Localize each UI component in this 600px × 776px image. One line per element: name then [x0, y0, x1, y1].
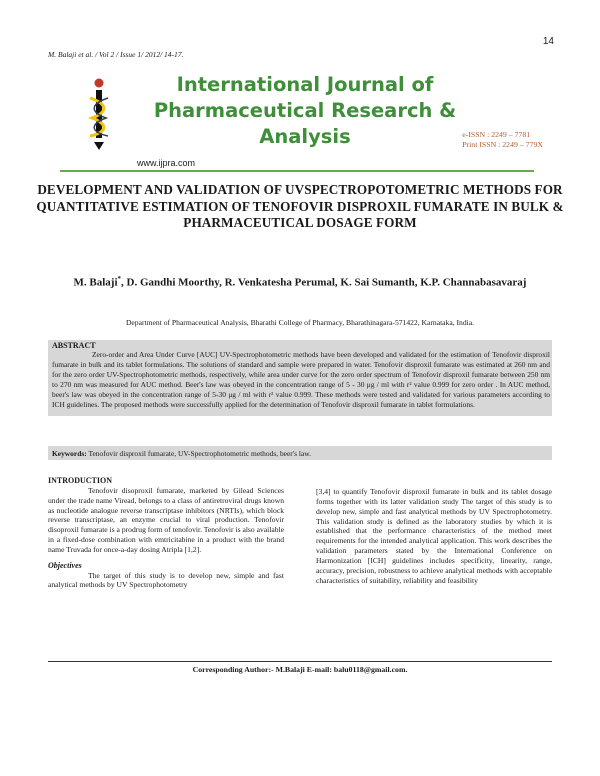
introduction-heading: INTRODUCTION: [48, 476, 113, 485]
corresponding-mark: *: [117, 275, 122, 283]
objectives-paragraph: The target of this study is to develop new, simple and fast analytical methods by UV Spectrophotometry: [48, 570, 284, 590]
right-column-paragraph: [3,4] to quantify Tenofovir disproxil fumarate in bulk and its tablet dosage forms together with its latter validation study The target of this study is to develop new, simple and fast analytical methods by UV Spectrophotometry. This validation study is defined as the laboratory studies by which it is established that the performance characteristics of the method meet requirements for the intended analytical application. This work describes the validation parameters stated by the International Conference on Harmonization [ICH] guidelines includes specificity, linearity, range, accuracy, precision, robustness to achieve analytical methods with acceptable characteristics of suitability, reliability and feasibility: [316, 487, 552, 585]
issn-block: [462, 130, 543, 150]
header-divider: [60, 170, 534, 172]
first-author: M. Balaji: [73, 276, 118, 289]
corresponding-author: Corresponding Author:- M.Balaji E-mail: balu0118@gmail.com.: [192, 665, 408, 674]
eissn: e-ISSN : 2249 – 7781: [462, 130, 531, 139]
keywords-text: Tenofovir disproxil fumarate, UV-Spectrophotometric methods, beer's law.: [88, 449, 311, 458]
paper-title: DEVELOPMENT AND VALIDATION OF UVSPECTROPOTOMETRIC METHODS FOR QUANTITATIVE ESTIMATION OF TENOFOVIR DISPROXIL FUMARATE IN BULK & PHARMACEUTICAL DOSAGE FORM: [36, 182, 564, 230]
journal-title: International Journal of Pharmaceutical Research & Analysis: [153, 73, 457, 148]
keywords-label: Keywords:: [52, 449, 87, 458]
other-authors: , D. Gandhi Moorthy, R. Venkatesha Perumal, K. Sai Sumanth, K.P. Channabasavaraj: [121, 276, 527, 289]
affiliation: Department of Pharmaceutical Analysis, Bharathi College of Pharmacy, Bharathinagara-571422, Karnataka, India.: [125, 318, 475, 327]
introduction-paragraph: Tenofovir disoproxil fumarate, marketed by Gilead Sciences under the trade name Viread, belongs to a class of antiretroviral drugs known as nucleotide analogue reverse transcriptase inhibitors (NRTIs), which block reverse transcriptase, an enzyme crucial to viral production. Tenofovir disoproxil fumarate is a prodrug form of tenofovir. Tenofovir is also available in a fixed-dose combination with emtricitabine in a product with the brand name Truvada for once-a-day dosing Atripla [1,2].: [48, 485, 284, 554]
left-column: [48, 476, 284, 590]
keywords: [52, 449, 311, 458]
right-column: [316, 487, 552, 585]
authors: [60, 271, 540, 291]
journal-logo-icon: [86, 78, 112, 152]
abstract-text: [52, 350, 550, 409]
page-number: 14: [542, 36, 554, 47]
footer-divider: [48, 661, 552, 662]
citation-header: M. Balaji et al. / Vol 2 / Issue 1/ 2012/ 14-17.: [48, 50, 184, 59]
print-issn: Print ISSN : 2249 – 779X: [462, 140, 543, 149]
abstract-paragraph: Zero-order and Area Under Curve [AUC] UV-Spectrophotometric methods have been developed and validated for the estimation of Tenofovir disproxil fumarate in bulk and its tablet formulations. The solutions of standard and sample were prepared in water. Tenofovir disproxil fumarate was estimated at 260 nm and for the zero order UV-Spectrophotometric methods, respectively, while area under curve for the zero order spectrum of Tenofovir disproxil fumarate between 250 nm to 270 nm was measured for AUC method. Beer's law was obeyed in the concentration range of 5 - 30 μg / ml with r² value 0.999 for zero order . In AUC method, beer's law was obeyed in the concentration range of 5-30 μg / ml with r² value 0.999. These methods were tested and validated for various parameters according to ICH guidelines. The proposed methods were successfully applied for the determination of Tenofovir disproxil fumarate in tablet formulations.: [52, 350, 550, 409]
abstract-heading: ABSTRACT: [52, 341, 96, 350]
objectives-heading: Objectives: [48, 560, 82, 570]
journal-website[interactable]: www.ijpra.com: [137, 158, 196, 168]
